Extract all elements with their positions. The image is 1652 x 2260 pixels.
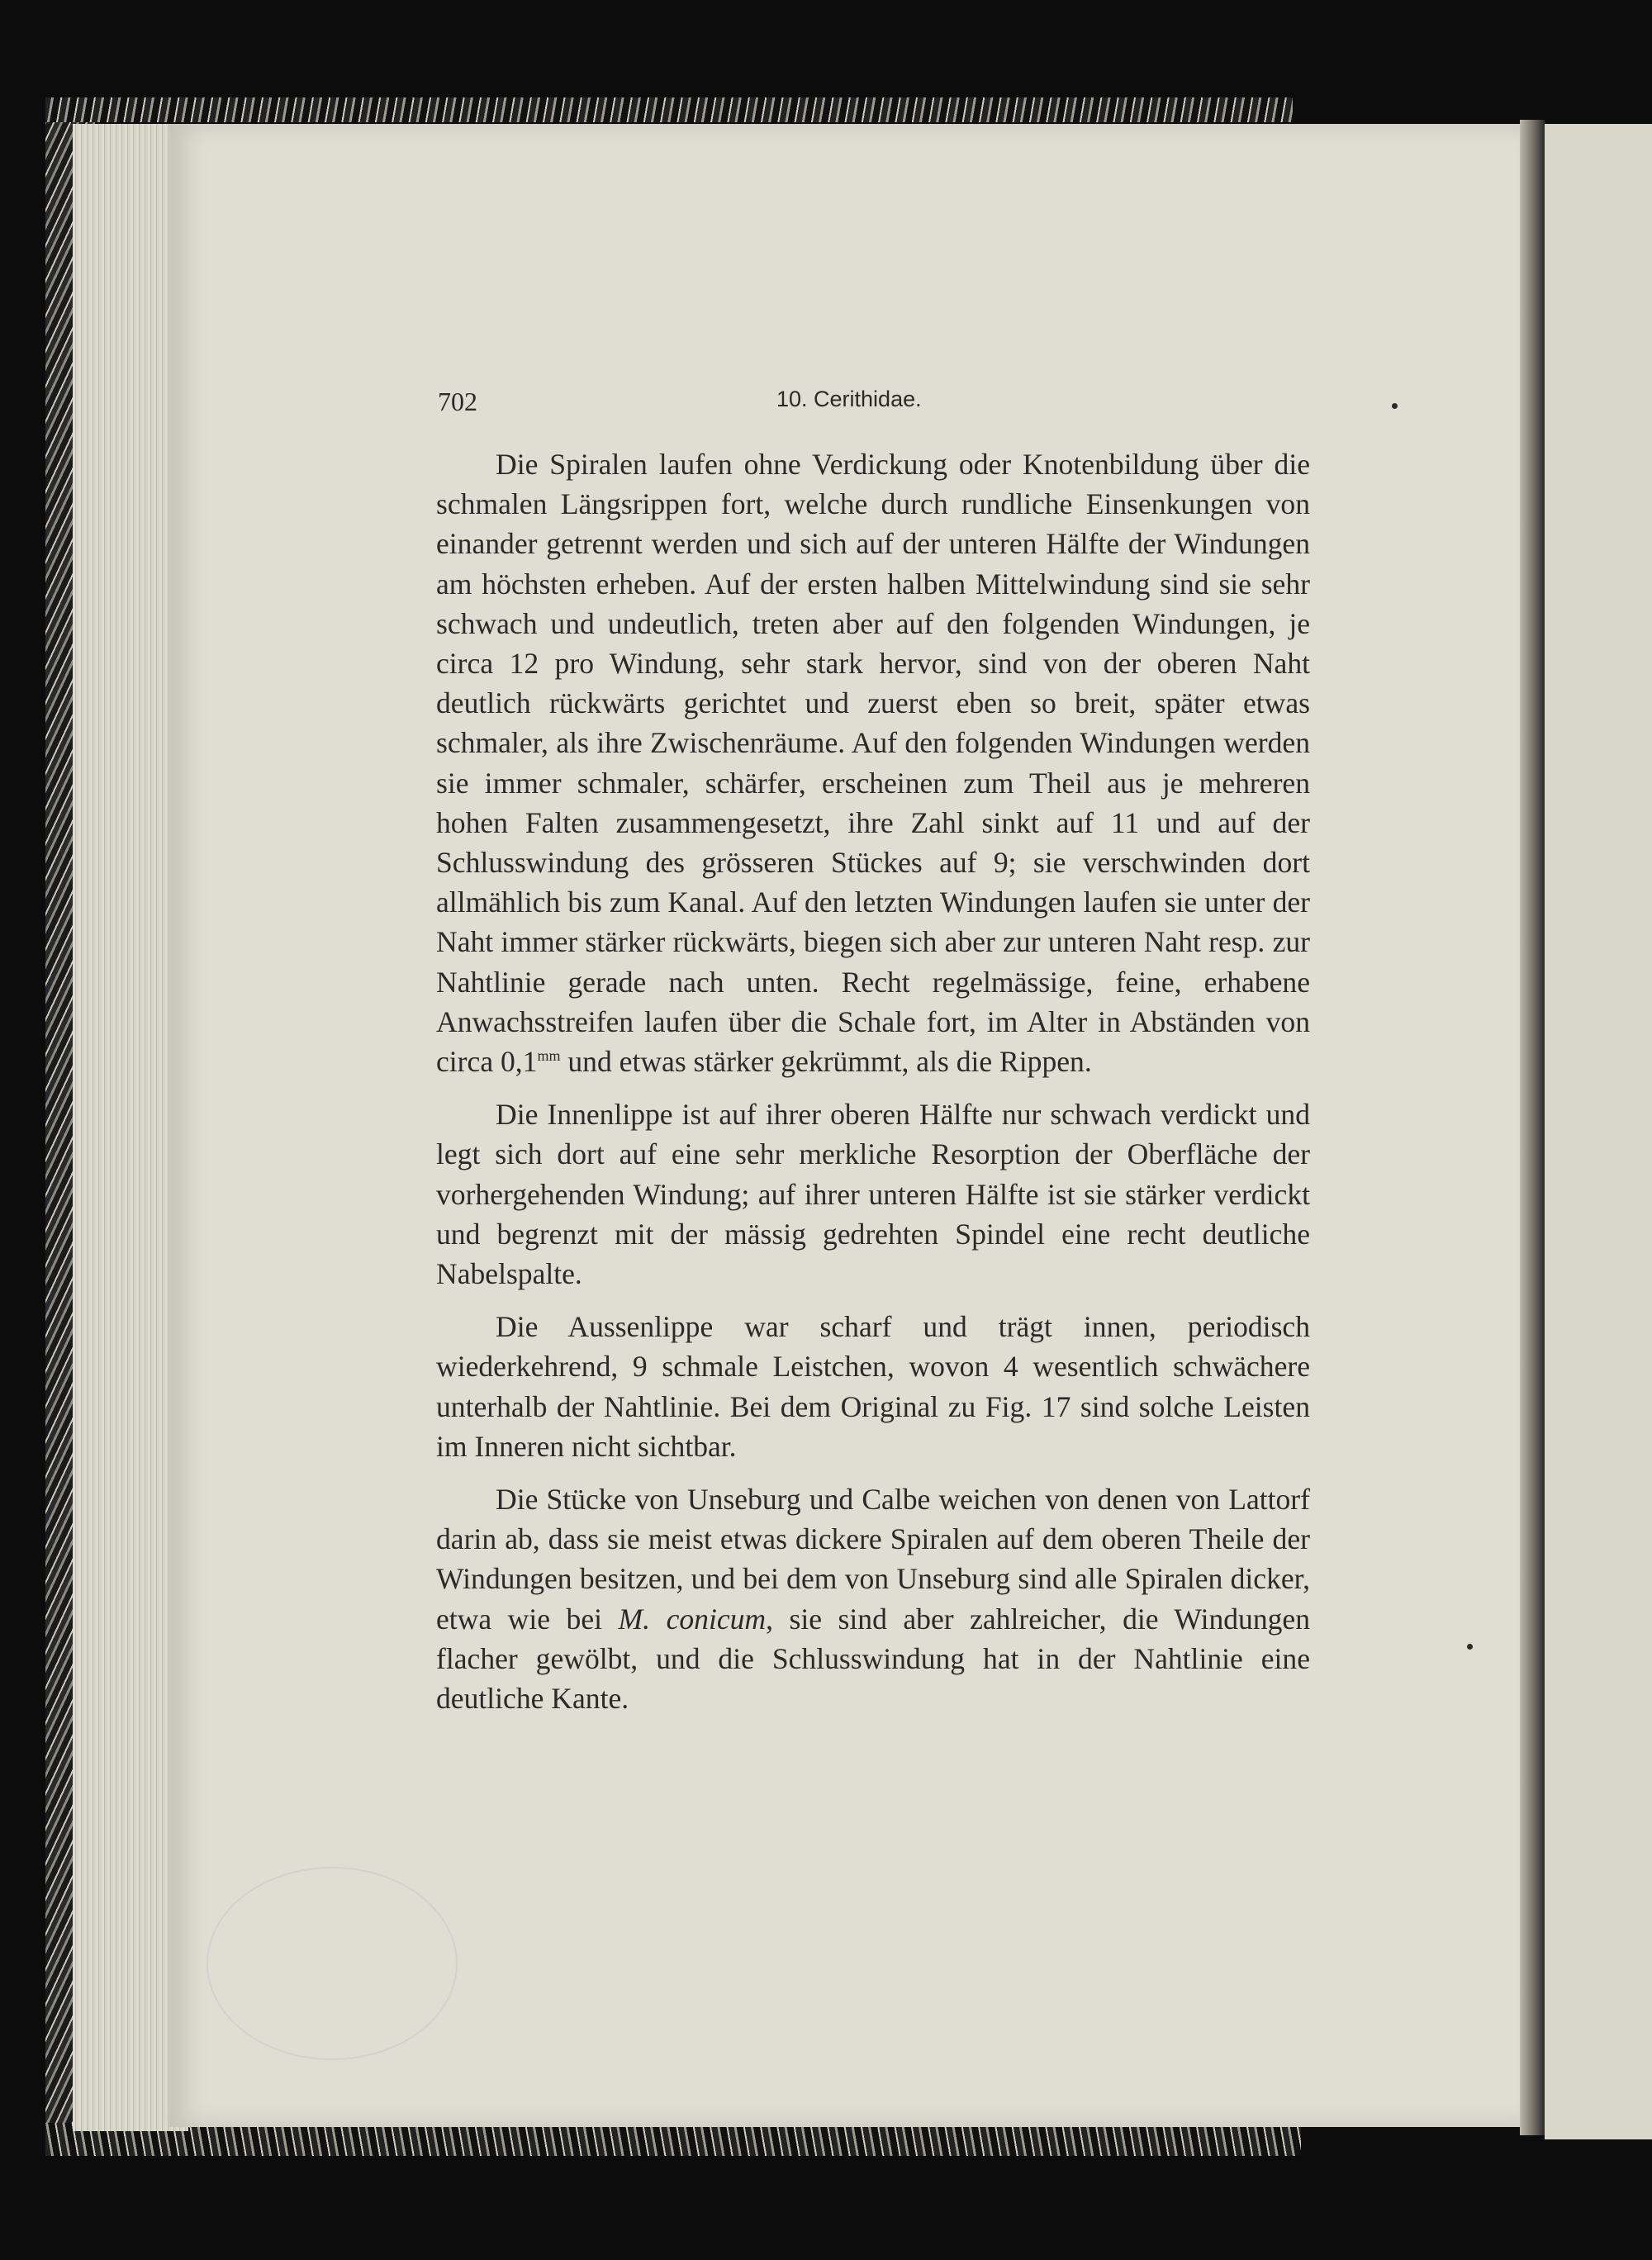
- paragraph-text: und etwas stärker gekrümmt, als die Rippen.: [560, 1045, 1092, 1079]
- body-text: [436, 444, 1310, 1731]
- ink-speck: [1467, 1644, 1473, 1650]
- running-head: 10. Cerithidae.: [776, 387, 922, 411]
- facing-page-strip: [1545, 124, 1652, 2139]
- book-gutter: [1520, 120, 1545, 2135]
- ink-speck: [1392, 403, 1398, 409]
- paragraph-text: , sie sind aber zahlreicher, die Windungen flacher gewölbt, und die Schlusswindung hat in der Nahtlinie eine deutliche Kante.: [436, 1602, 1310, 1716]
- paragraph-localities: [436, 1479, 1310, 1718]
- unit-superscript: mm: [537, 1047, 561, 1065]
- paragraph-text: Die Spiralen laufen ohne Verdickung oder Knotenbildung über die schmalen Längsrippen fort, welche durch rundliche Einsenkungen von einander getrennt werden und sich auf der unteren Hälfte der Windungen am höchsten erheben. Auf der ersten halben Mittelwindung sind sie sehr schwach und undeutlich, treten aber auf den folgenden Windungen, je circa 12 pro Windung, sehr stark hervor, sind von der oberen Naht deutlich rückwärts gerichtet und zuerst eben so breit, später etwas schmaler, als ihre Zwischenräume. Auf den folgenden Windungen werden sie immer schmaler, schärfer, erscheinen zum Theil aus je mehreren hohen Falten zusammengesetzt, ihre Zahl sinkt auf 11 und auf der Schlusswindung des grösseren Stückes auf 9; sie verschwinden dort allmählich bis zum Kanal. Auf den letzten Windungen laufen sie unter der Naht immer stärker rückwärts, biegen sich aber zur unteren Naht resp. zur Nahtlinie gerade nach unten. Recht regelmässige, feine, erhabene Anwachsstreifen laufen über die Schale fort, im Alter in Abständen von circa 0,1: [436, 448, 1310, 1079]
- paragraph-ribs: [436, 444, 1310, 1081]
- page-header: [438, 387, 1313, 423]
- book-cover-bottom-edge: [45, 2123, 1301, 2156]
- paragraph-outer-lip: Die Aussenlippe war scharf und trägt innen, periodisch wiederkehrend, 9 schmale Leistchen, wovon 4 wesentlich schwächere unterhalb der Nahtlinie. Bei dem Original zu Fig. 17 sind solche Leisten im Inneren nicht sichtbar.: [436, 1310, 1310, 1463]
- species-name: M. conicum: [618, 1602, 767, 1636]
- faint-library-stamp: [206, 1867, 458, 2060]
- paragraph-inner-lip: Die Innenlippe ist auf ihrer oberen Hälfte nur schwach verdickt und legt sich dort auf eine sehr merkliche Resorption der Oberfläche der vorhergehenden Windung; auf ihrer unteren Hälfte ist sie stärker verdickt und begrenzt mit der mässig gedrehten Spindel eine recht deutliche Nabelspalte.: [436, 1098, 1310, 1291]
- page-number: 702: [438, 387, 477, 416]
- paragraph-text: Die Stücke von Unseburg und Calbe weichen von denen von Lattorf darin ab, dass sie meist etwas dickere Spiralen auf dem oberen Theile der Windungen besitzen, und bei dem von Unseburg sind alle Spiralen dicker, etwa wie bei: [436, 1483, 1310, 1636]
- book-cover-top-edge: [45, 97, 1293, 122]
